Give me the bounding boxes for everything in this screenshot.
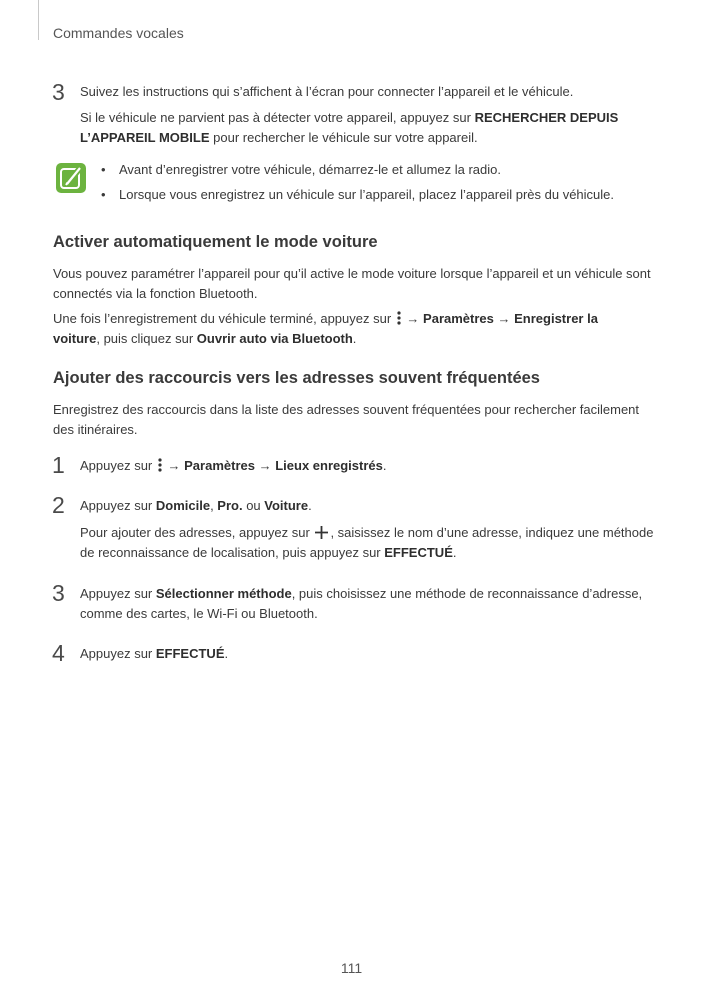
step-number: 1: [52, 452, 65, 478]
step-text: Appuyez sur → Paramètres → Lieux enregistrés.: [80, 458, 387, 473]
running-title: Commandes vocales: [53, 25, 184, 41]
step-subtext: Si le véhicule ne parvient pas à détecter votre appareil, appuyez sur RECHERCHER DEPUIS L’APPAREIL MOBILE pour rechercher le véhicule sur votre appareil.: [80, 110, 619, 145]
section-paragraph: Vous pouvez paramétrer l’appareil pour qu’il active le mode voiture lorsque l’appareil et un véhicule sont connectés via la fonction Bluetooth.: [53, 266, 651, 301]
step-number: 4: [52, 640, 65, 666]
note-bullet: • Avant d’enregistrer votre véhicule, démarrez-le et allumez la radio.: [107, 160, 667, 180]
step-text: Suivez les instructions qui s’affichent à l’écran pour connecter l’appareil et le véhicule.: [80, 84, 574, 99]
margin-line: [38, 0, 39, 40]
note-bullet: • Lorsque vous enregistrez un véhicule sur l’appareil, placez l’appareil près du véhicule.: [107, 185, 667, 205]
step-number: 2: [52, 492, 65, 518]
section-paragraph: Une fois l’enregistrement du véhicule terminé, appuyez sur → Paramètres → Enregistrer la voiture, puis cliquez sur Ouvrir auto via Bluetooth.: [53, 311, 598, 346]
step-subtext: Pour ajouter des adresses, appuyez sur , saisissez le nom d’une adresse, indiquez une méthode de reconnaissance de localisation, puis appuyez sur EFFECTUÉ.: [80, 525, 654, 560]
step-text: Appuyez sur Domicile, Pro. ou Voiture.: [80, 498, 312, 513]
more-options-icon: [397, 311, 401, 325]
step-number: 3: [52, 580, 65, 606]
section-heading: Ajouter des raccourcis vers les adresses souvent fréquentées: [53, 369, 540, 387]
step-text: Appuyez sur Sélectionner méthode, puis choisissez une méthode de reconnaissance d’adresse, comme des cartes, le Wi-Fi ou Bluetooth.: [80, 586, 643, 621]
page-number: 111: [340, 960, 363, 976]
step-number: 3: [52, 79, 65, 105]
section-heading: Activer automatiquement le mode voiture: [53, 233, 378, 251]
add-icon: [315, 526, 328, 539]
step-text: Appuyez sur EFFECTUÉ.: [80, 646, 229, 661]
more-options-icon: [158, 458, 162, 472]
section-paragraph: Enregistrez des raccourcis dans la liste des adresses souvent fréquentées pour rechercher facilement des itinéraires.: [53, 402, 640, 437]
note-pencil-icon: [55, 162, 87, 194]
